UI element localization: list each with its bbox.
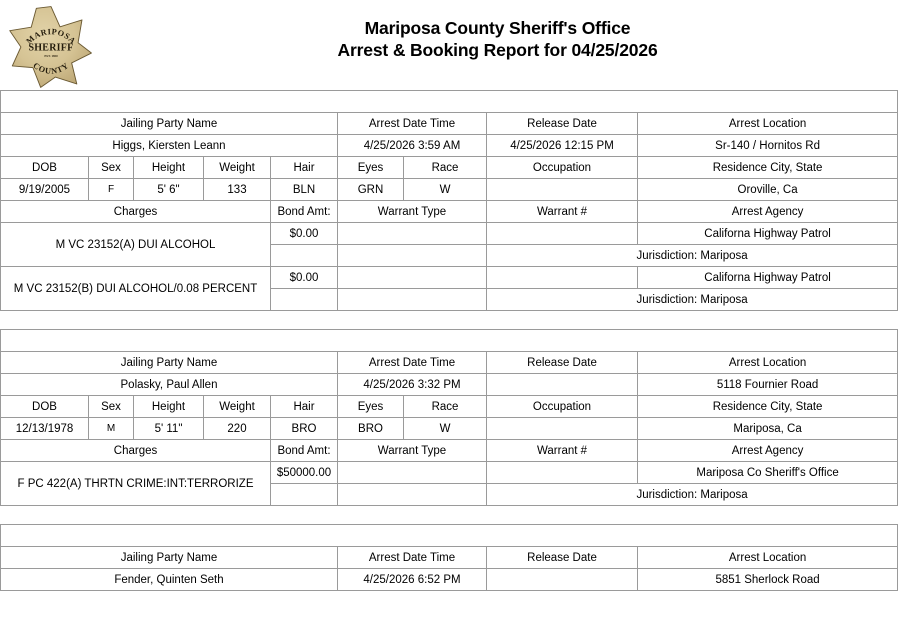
charge-warrant-type: [338, 223, 487, 245]
demographics-value-row: [1, 418, 898, 440]
jurisdiction-spacer-warrant-type: [338, 484, 487, 506]
booking-number: Booking # 2026-00163: [1, 91, 898, 113]
col-header-arrest-date-time: Arrest Date Time: [338, 547, 487, 569]
col-header-release-date: Release Date: [487, 352, 638, 374]
eyes-value: BRO: [338, 418, 404, 440]
col-header-hair: Hair: [271, 396, 338, 418]
col-header-residence: Residence City, State: [638, 396, 898, 418]
arrest-location: 5851 Sherlock Road: [638, 569, 898, 591]
race-value: W: [404, 418, 487, 440]
booking-table: [0, 329, 898, 506]
col-header-warrant-type: Warrant Type: [338, 201, 487, 223]
charge-row: [1, 462, 898, 484]
person-value-row: [1, 374, 898, 396]
col-header-eyes: Eyes: [338, 396, 404, 418]
col-header-race: Race: [404, 396, 487, 418]
col-header-dob: DOB: [1, 396, 89, 418]
charge-arrest-agency: Mariposa Co Sheriff's Office: [638, 462, 898, 484]
col-header-warrant-type: Warrant Type: [338, 440, 487, 462]
charge-arrest-agency: Californa Highway Patrol: [638, 267, 898, 289]
charge-description: M VC 23152(A) DUI ALCOHOL: [1, 223, 271, 267]
report-header: [0, 0, 900, 90]
sex-value: M: [89, 418, 134, 440]
arrest-location: 5118 Fournier Road: [638, 374, 898, 396]
booking-number: Booking # 2026-00164: [1, 330, 898, 352]
report-title: [95, 17, 900, 62]
person-value-row: [1, 135, 898, 157]
col-header-hair: Hair: [271, 157, 338, 179]
charge-bond-amt: $0.00: [271, 223, 338, 245]
charge-warrant-number: [487, 462, 638, 484]
demographics-header-row: [1, 396, 898, 418]
booking-number: Booking # 2026-00165: [1, 525, 898, 547]
arrest-date-time: 4/25/2026 3:32 PM: [338, 374, 487, 396]
col-header-release-date: Release Date: [487, 113, 638, 135]
release-date: 4/25/2026 12:15 PM: [487, 135, 638, 157]
sex-value: F: [89, 179, 134, 201]
charge-jurisdiction: Jurisdiction: Mariposa: [487, 245, 898, 267]
charge-description: F PC 422(A) THRTN CRIME:INT:TERRORIZE: [1, 462, 271, 506]
charge-warrant-type: [338, 462, 487, 484]
col-header-jailing-party-name: Jailing Party Name: [1, 113, 338, 135]
svg-text:SHERIFF: SHERIFF: [28, 42, 74, 54]
person-value-row: [1, 569, 898, 591]
booking-block: [0, 329, 897, 506]
arrest-date-time: 4/25/2026 6:52 PM: [338, 569, 487, 591]
col-header-bond-amt: Bond Amt:: [271, 201, 338, 223]
col-header-arrest-agency: Arrest Agency: [638, 440, 898, 462]
occupation-value: [487, 179, 638, 201]
mariposa-sheriff-badge-icon: [8, 4, 94, 90]
charges-header-row: [1, 201, 898, 223]
booking-block: [0, 524, 897, 591]
booking-table: [0, 524, 898, 591]
col-header-bond-amt: Bond Amt:: [271, 440, 338, 462]
svg-text:MARIPOSA: MARIPOSA: [24, 27, 78, 46]
hair-value: BRO: [271, 418, 338, 440]
release-date: [487, 569, 638, 591]
charge-warrant-number: [487, 223, 638, 245]
col-header-dob: DOB: [1, 157, 89, 179]
residence-value: Oroville, Ca: [638, 179, 898, 201]
height-value: 5' 6": [134, 179, 204, 201]
demographics-header-row: [1, 157, 898, 179]
col-header-arrest-agency: Arrest Agency: [638, 201, 898, 223]
booking-number-bar: [1, 525, 898, 547]
col-header-warrant-number: Warrant #: [487, 201, 638, 223]
svg-text:EST. 1850: EST. 1850: [44, 53, 58, 58]
col-header-occupation: Occupation: [487, 396, 638, 418]
hair-value: BLN: [271, 179, 338, 201]
person-header-row: [1, 113, 898, 135]
jurisdiction-spacer-bond: [271, 289, 338, 311]
arrest-date-time: 4/25/2026 3:59 AM: [338, 135, 487, 157]
col-header-arrest-date-time: Arrest Date Time: [338, 352, 487, 374]
jailing-party-name: Polasky, Paul Allen: [1, 374, 338, 396]
col-header-arrest-location: Arrest Location: [638, 113, 898, 135]
col-header-race: Race: [404, 157, 487, 179]
col-header-jailing-party-name: Jailing Party Name: [1, 352, 338, 374]
charge-row: [1, 223, 898, 245]
charge-description: M VC 23152(B) DUI ALCOHOL/0.08 PERCENT: [1, 267, 271, 311]
report-title-line-2: Arrest & Booking Report for 04/25/2026: [337, 40, 658, 61]
weight-value: 220: [204, 418, 271, 440]
report-title-line-1: Mariposa County Sheriff's Office: [364, 18, 631, 38]
col-header-arrest-date-time: Arrest Date Time: [338, 113, 487, 135]
booking-number-bar: [1, 91, 898, 113]
charge-row: [1, 267, 898, 289]
jailing-party-name: Higgs, Kiersten Leann: [1, 135, 338, 157]
demographics-value-row: [1, 179, 898, 201]
dob-value: 9/19/2005: [1, 179, 89, 201]
col-header-weight: Weight: [204, 396, 271, 418]
height-value: 5' 11": [134, 418, 204, 440]
col-header-warrant-number: Warrant #: [487, 440, 638, 462]
col-header-height: Height: [134, 157, 204, 179]
charge-arrest-agency: Californa Highway Patrol: [638, 223, 898, 245]
col-header-charges: Charges: [1, 440, 271, 462]
charge-bond-amt: $50000.00: [271, 462, 338, 484]
col-header-weight: Weight: [204, 157, 271, 179]
residence-value: Mariposa, Ca: [638, 418, 898, 440]
jurisdiction-spacer-warrant-type: [338, 245, 487, 267]
jurisdiction-spacer-warrant-type: [338, 289, 487, 311]
booking-table: [0, 90, 898, 311]
col-header-jailing-party-name: Jailing Party Name: [1, 547, 338, 569]
charge-warrant-type: [338, 267, 487, 289]
weight-value: 133: [204, 179, 271, 201]
person-header-row: [1, 547, 898, 569]
charge-jurisdiction: Jurisdiction: Mariposa: [487, 289, 898, 311]
col-header-eyes: Eyes: [338, 157, 404, 179]
eyes-value: GRN: [338, 179, 404, 201]
col-header-arrest-location: Arrest Location: [638, 352, 898, 374]
jurisdiction-spacer-bond: [271, 245, 338, 267]
col-header-sex: Sex: [89, 396, 134, 418]
occupation-value: [487, 418, 638, 440]
col-header-release-date: Release Date: [487, 547, 638, 569]
col-header-sex: Sex: [89, 157, 134, 179]
col-header-arrest-location: Arrest Location: [638, 547, 898, 569]
svg-text:COUNTY: COUNTY: [31, 60, 71, 76]
person-header-row: [1, 352, 898, 374]
charge-warrant-number: [487, 267, 638, 289]
release-date: [487, 374, 638, 396]
charge-bond-amt: $0.00: [271, 267, 338, 289]
col-header-occupation: Occupation: [487, 157, 638, 179]
col-header-charges: Charges: [1, 201, 271, 223]
booking-number-bar: [1, 330, 898, 352]
jailing-party-name: Fender, Quinten Seth: [1, 569, 338, 591]
jurisdiction-spacer-bond: [271, 484, 338, 506]
arrest-location: Sr-140 / Hornitos Rd: [638, 135, 898, 157]
col-header-height: Height: [134, 396, 204, 418]
dob-value: 12/13/1978: [1, 418, 89, 440]
booking-block: [0, 90, 897, 311]
charge-jurisdiction: Jurisdiction: Mariposa: [487, 484, 898, 506]
race-value: W: [404, 179, 487, 201]
charges-header-row: [1, 440, 898, 462]
col-header-residence: Residence City, State: [638, 157, 898, 179]
